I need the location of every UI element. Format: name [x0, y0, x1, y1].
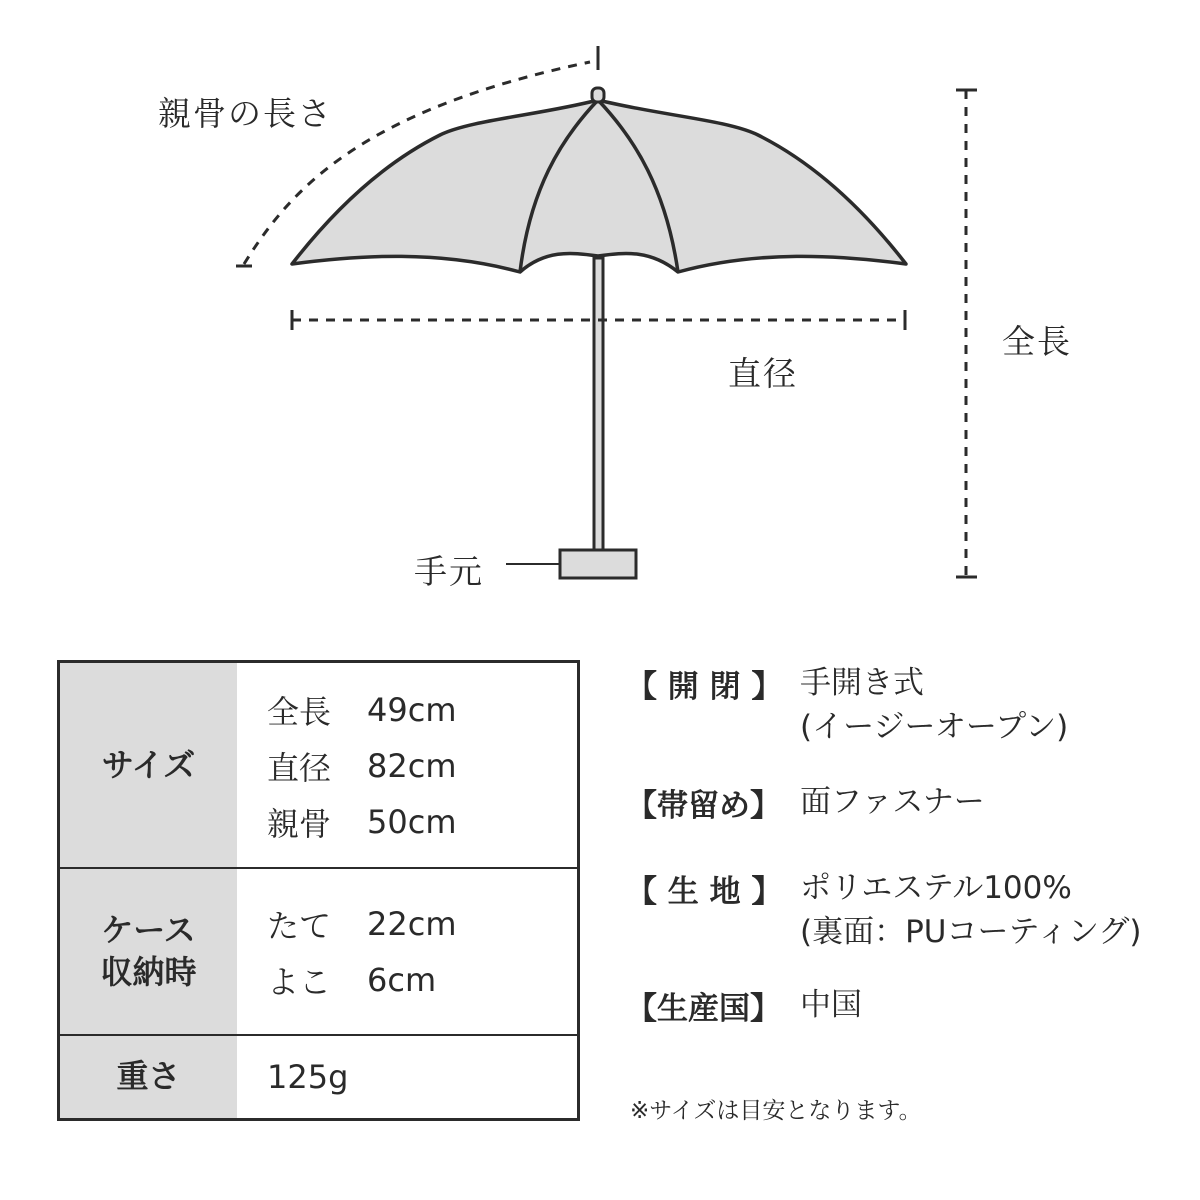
size-values — [237, 663, 577, 868]
feature-key: 【帯留め】 — [626, 788, 781, 824]
feature-value-line1: 面ファスナー — [800, 784, 985, 820]
feature-key: 【生産国】 — [626, 991, 781, 1027]
weight-values — [237, 1036, 577, 1118]
case-values — [237, 869, 577, 1035]
feature-key: 【 開 閉 】 — [626, 669, 783, 705]
size-key: 全長 — [267, 692, 332, 731]
feature-value-line2: (裏面：PUコーティング) — [800, 914, 1142, 950]
size-note: ※サイズは目安となります。 — [630, 1098, 922, 1124]
weight-row — [60, 1036, 577, 1118]
size-header: サイズ — [60, 663, 237, 868]
feature-value-line1: 手開き式 — [800, 665, 924, 701]
size-value: 82cm — [367, 746, 457, 785]
umbrella-handle — [560, 550, 636, 578]
total-length-label: 全長 — [1002, 322, 1072, 361]
case-key: よこ — [267, 963, 332, 1001]
case-header-line1: ケース — [101, 911, 196, 950]
handle-label: 手元 — [414, 552, 484, 591]
size-row — [60, 663, 577, 868]
weight-header: 重さ — [60, 1036, 237, 1118]
case-line — [267, 896, 577, 952]
case-line — [267, 952, 577, 1008]
weight-value: 125g — [267, 1058, 349, 1096]
case-key: たて — [267, 907, 332, 945]
diameter-label: 直径 — [728, 354, 798, 393]
feature-value — [800, 866, 1141, 954]
feature-value — [800, 780, 985, 824]
feature-value-line2: (イージーオープン) — [800, 709, 1069, 745]
feature-value-line1: ポリエステル100% — [800, 870, 1072, 906]
spec-table — [57, 660, 580, 1121]
feature-value — [800, 983, 862, 1027]
feature-key: 【 生 地 】 — [626, 874, 783, 910]
feature-value — [800, 661, 1068, 749]
size-line — [267, 738, 577, 794]
size-line — [267, 794, 577, 850]
weight-line — [267, 1049, 577, 1105]
case-row — [60, 869, 577, 1035]
size-value: 50cm — [367, 802, 457, 841]
size-line — [267, 682, 577, 738]
case-value: 6cm — [367, 961, 437, 999]
case-header-line2: 収納時 — [100, 953, 197, 991]
feature-value-line1: 中国 — [800, 987, 862, 1023]
rib-length-label: 親骨の長さ — [158, 94, 333, 133]
case-header — [60, 869, 237, 1035]
size-key: 直径 — [267, 748, 332, 787]
umbrella-shaft — [594, 258, 603, 554]
umbrella-canopy — [292, 100, 906, 272]
umbrella-tip — [592, 88, 604, 102]
case-value: 22cm — [367, 905, 457, 943]
size-value: 49cm — [367, 690, 457, 729]
size-key: 親骨 — [267, 804, 332, 843]
